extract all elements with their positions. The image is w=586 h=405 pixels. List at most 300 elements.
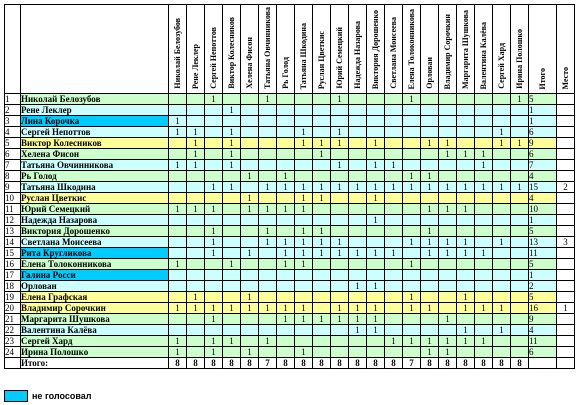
vote-cell: 1 xyxy=(403,182,421,193)
vote-cell: 1 xyxy=(223,138,241,149)
vote-cell xyxy=(313,127,331,138)
column-total: 8 xyxy=(241,358,259,369)
vote-cell: 1 xyxy=(277,171,295,182)
vote-cell: 1 xyxy=(457,336,475,347)
vote-cell: 1 xyxy=(349,325,367,336)
vote-cell: 1 xyxy=(295,347,313,358)
column-header xyxy=(223,5,241,94)
vote-cell xyxy=(169,94,187,105)
vote-cell xyxy=(259,116,277,127)
vote-cell: 1 xyxy=(259,303,277,314)
vote-cell xyxy=(493,193,511,204)
vote-cell xyxy=(313,160,331,171)
row-total: 1 xyxy=(529,215,557,226)
row-number: 23 xyxy=(5,336,21,347)
row-place xyxy=(557,204,575,215)
vote-cell xyxy=(511,226,529,237)
vote-cell xyxy=(187,314,205,325)
vote-cell xyxy=(493,149,511,160)
vote-cell: 1 xyxy=(349,314,367,325)
row-place xyxy=(557,259,575,270)
column-header xyxy=(421,5,439,94)
vote-cell xyxy=(349,105,367,116)
vote-cell xyxy=(367,116,385,127)
participant-name: Рь Голод xyxy=(21,171,169,182)
vote-cell xyxy=(295,281,313,292)
vote-cell xyxy=(439,215,457,226)
vote-cell xyxy=(385,171,403,182)
vote-cell xyxy=(259,215,277,226)
participant-name: Сергей Хард xyxy=(21,336,169,347)
row-number: 9 xyxy=(5,182,21,193)
vote-cell: 1 xyxy=(475,303,493,314)
row-total: 6 xyxy=(529,149,557,160)
vote-cell: 1 xyxy=(277,248,295,259)
vote-cell xyxy=(349,347,367,358)
vote-cell: 1 xyxy=(259,336,277,347)
vote-cell xyxy=(169,182,187,193)
vote-cell xyxy=(511,204,529,215)
column-header xyxy=(331,5,349,94)
vote-cell xyxy=(475,94,493,105)
vote-cell xyxy=(457,281,475,292)
row-number: 10 xyxy=(5,193,21,204)
row-number: 22 xyxy=(5,325,21,336)
vote-cell: 1 xyxy=(493,182,511,193)
vote-cell: 1 xyxy=(475,160,493,171)
vote-cell: 1 xyxy=(187,138,205,149)
vote-cell: 1 xyxy=(421,226,439,237)
table-row xyxy=(5,292,575,303)
vote-cell xyxy=(223,325,241,336)
vote-cell xyxy=(187,193,205,204)
vote-cell xyxy=(439,94,457,105)
participant-name: Маргарита Шушкова xyxy=(21,314,169,325)
column-total: 8 xyxy=(475,358,493,369)
vote-cell: 1 xyxy=(205,94,223,105)
vote-cell xyxy=(403,347,421,358)
vote-cell: 1 xyxy=(241,303,259,314)
vote-cell xyxy=(367,226,385,237)
vote-cell xyxy=(349,259,367,270)
vote-cell xyxy=(331,116,349,127)
vote-cell xyxy=(313,347,331,358)
participant-name: Татьяна Овчинникова xyxy=(21,160,169,171)
vote-cell xyxy=(457,259,475,270)
vote-cell: 1 xyxy=(457,248,475,259)
vote-cell xyxy=(421,325,439,336)
participant-name: Елена Толоконникова xyxy=(21,259,169,270)
vote-cell xyxy=(205,292,223,303)
vote-cell xyxy=(385,281,403,292)
vote-cell xyxy=(187,226,205,237)
vote-cell xyxy=(259,314,277,325)
vote-cell xyxy=(313,116,331,127)
vote-cell xyxy=(403,193,421,204)
vote-cell xyxy=(457,347,475,358)
row-place xyxy=(557,171,575,182)
vote-cell xyxy=(313,215,331,226)
vote-cell xyxy=(385,226,403,237)
vote-cell xyxy=(457,171,475,182)
vote-cell: 1 xyxy=(403,259,421,270)
vote-cell xyxy=(367,259,385,270)
column-header xyxy=(349,5,367,94)
table-row xyxy=(5,270,575,281)
vote-cell xyxy=(475,292,493,303)
vote-cell: 1 xyxy=(169,336,187,347)
vote-cell: 1 xyxy=(205,204,223,215)
vote-cell xyxy=(331,171,349,182)
row-total: 16 xyxy=(529,303,557,314)
vote-cell xyxy=(439,270,457,281)
column-total: 8 xyxy=(493,358,511,369)
vote-cell: 1 xyxy=(457,303,475,314)
vote-cell xyxy=(331,204,349,215)
vote-cell: 1 xyxy=(223,160,241,171)
vote-cell xyxy=(313,303,331,314)
vote-cell xyxy=(295,149,313,160)
vote-cell: 1 xyxy=(187,127,205,138)
vote-cell: 1 xyxy=(457,204,475,215)
vote-cell xyxy=(349,270,367,281)
vote-cell xyxy=(475,270,493,281)
vote-cell xyxy=(421,116,439,127)
column-header-label: Юрий Семецкий xyxy=(334,27,344,89)
vote-cell xyxy=(259,259,277,270)
vote-cell xyxy=(475,259,493,270)
participant-name: Галина Росси xyxy=(21,270,169,281)
table-row xyxy=(5,248,575,259)
vote-cell xyxy=(367,270,385,281)
vote-cell xyxy=(349,204,367,215)
vote-cell xyxy=(169,281,187,292)
column-total: 7 xyxy=(403,358,421,369)
vote-cell: 1 xyxy=(385,248,403,259)
vote-cell xyxy=(259,149,277,160)
vote-cell: 1 xyxy=(511,138,529,149)
vote-cell xyxy=(475,226,493,237)
vote-cell: 1 xyxy=(169,204,187,215)
vote-cell xyxy=(331,347,349,358)
total-header xyxy=(529,5,557,94)
vote-cell xyxy=(475,204,493,215)
vote-cell: 1 xyxy=(493,237,511,248)
vote-cell: 1 xyxy=(421,171,439,182)
vote-cell: 1 xyxy=(277,303,295,314)
vote-cell xyxy=(367,292,385,303)
vote-cell xyxy=(385,270,403,281)
vote-cell: 1 xyxy=(439,138,457,149)
vote-cell: 1 xyxy=(367,325,385,336)
vote-cell xyxy=(349,127,367,138)
vote-cell xyxy=(367,347,385,358)
vote-cell xyxy=(367,237,385,248)
participant-name: Лина Корочка xyxy=(21,116,169,127)
vote-cell: 1 xyxy=(313,248,331,259)
vote-cell xyxy=(511,259,529,270)
vote-cell xyxy=(457,215,475,226)
vote-cell: 1 xyxy=(259,204,277,215)
vote-cell xyxy=(277,270,295,281)
vote-cell xyxy=(295,270,313,281)
vote-cell: 1 xyxy=(331,182,349,193)
vote-cell xyxy=(475,171,493,182)
vote-cell xyxy=(367,94,385,105)
column-header xyxy=(403,5,421,94)
vote-cell xyxy=(385,204,403,215)
vote-cell xyxy=(403,215,421,226)
vote-cell xyxy=(223,215,241,226)
participant-name: Ирина Полошко xyxy=(21,347,169,358)
vote-cell xyxy=(493,259,511,270)
participant-name: Светлана Моисеева xyxy=(21,237,169,248)
vote-cell xyxy=(331,259,349,270)
participant-name: Валентина Калёва xyxy=(21,325,169,336)
row-number: 12 xyxy=(5,215,21,226)
table-row xyxy=(5,127,575,138)
vote-cell xyxy=(511,116,529,127)
column-total: 7 xyxy=(259,358,277,369)
column-header xyxy=(439,5,457,94)
vote-cell xyxy=(313,325,331,336)
vote-cell xyxy=(223,94,241,105)
vote-cell xyxy=(349,160,367,171)
vote-cell: 1 xyxy=(169,116,187,127)
vote-cell xyxy=(313,292,331,303)
row-number: 11 xyxy=(5,204,21,215)
vote-cell xyxy=(367,171,385,182)
table-row xyxy=(5,171,575,182)
vote-cell xyxy=(241,127,259,138)
column-total: 8 xyxy=(385,358,403,369)
row-total: 1 xyxy=(529,105,557,116)
vote-cell: 1 xyxy=(439,347,457,358)
vote-cell: 1 xyxy=(241,193,259,204)
vote-cell xyxy=(187,270,205,281)
vote-cell: 1 xyxy=(187,204,205,215)
table-row xyxy=(5,215,575,226)
vote-cell xyxy=(277,281,295,292)
column-header xyxy=(205,5,223,94)
vote-cell: 1 xyxy=(457,237,475,248)
column-total: 8 xyxy=(511,358,529,369)
row-total: 9 xyxy=(529,314,557,325)
vote-cell xyxy=(385,105,403,116)
vote-cell: 1 xyxy=(241,171,259,182)
vote-cell: 1 xyxy=(277,182,295,193)
vote-cell xyxy=(349,149,367,160)
vote-cell: 1 xyxy=(187,303,205,314)
vote-cell xyxy=(277,105,295,116)
vote-cell xyxy=(169,149,187,160)
vote-cell xyxy=(331,270,349,281)
vote-cell xyxy=(205,171,223,182)
vote-cell: 1 xyxy=(349,303,367,314)
row-number: 2 xyxy=(5,105,21,116)
vote-cell: 1 xyxy=(457,292,475,303)
column-header-label: Виктор Колесников xyxy=(226,17,236,89)
row-number: 5 xyxy=(5,138,21,149)
vote-cell: 1 xyxy=(331,303,349,314)
vote-cell xyxy=(331,149,349,160)
row-place xyxy=(557,336,575,347)
vote-cell xyxy=(421,314,439,325)
row-place xyxy=(557,281,575,292)
vote-cell xyxy=(169,248,187,259)
not-voted-swatch xyxy=(4,390,28,402)
column-header-label: Валентина Калёва xyxy=(478,21,488,89)
row-place xyxy=(557,105,575,116)
row-place: 2 xyxy=(557,182,575,193)
vote-cell xyxy=(475,237,493,248)
vote-cell xyxy=(367,105,385,116)
place-header xyxy=(557,5,575,94)
column-header xyxy=(385,5,403,94)
vote-cell xyxy=(259,281,277,292)
vote-cell xyxy=(403,226,421,237)
vote-cell xyxy=(421,215,439,226)
vote-cell: 1 xyxy=(421,182,439,193)
footer-row xyxy=(5,358,575,369)
vote-cell xyxy=(493,281,511,292)
vote-cell xyxy=(259,138,277,149)
vote-cell xyxy=(385,292,403,303)
vote-cell: 1 xyxy=(259,94,277,105)
vote-cell: 1 xyxy=(223,105,241,116)
vote-cell: 1 xyxy=(295,314,313,325)
vote-cell: 1 xyxy=(421,204,439,215)
vote-cell xyxy=(277,336,295,347)
vote-cell xyxy=(277,160,295,171)
column-header xyxy=(241,5,259,94)
vote-cell: 1 xyxy=(205,314,223,325)
vote-cell: 1 xyxy=(331,94,349,105)
vote-cell xyxy=(421,149,439,160)
vote-cell xyxy=(511,270,529,281)
vote-cell xyxy=(259,193,277,204)
participant-name: Елена Графская xyxy=(21,292,169,303)
vote-cell xyxy=(169,314,187,325)
table-row xyxy=(5,303,575,314)
vote-cell xyxy=(205,270,223,281)
vote-cell: 1 xyxy=(277,259,295,270)
vote-cell: 1 xyxy=(403,171,421,182)
column-header xyxy=(367,5,385,94)
vote-cell: 1 xyxy=(367,182,385,193)
vote-cell xyxy=(331,325,349,336)
vote-cell: 1 xyxy=(295,237,313,248)
row-total: 15 xyxy=(529,182,557,193)
row-total: 1 xyxy=(529,116,557,127)
vote-cell: 1 xyxy=(331,248,349,259)
column-header-label: Светлана Моисеева xyxy=(388,17,398,89)
vote-cell xyxy=(475,116,493,127)
vote-cell xyxy=(475,281,493,292)
vote-cell xyxy=(367,149,385,160)
vote-cell xyxy=(403,204,421,215)
row-number: 21 xyxy=(5,314,21,325)
vote-cell: 1 xyxy=(511,182,529,193)
vote-cell xyxy=(169,325,187,336)
vote-cell xyxy=(403,149,421,160)
vote-cell xyxy=(313,94,331,105)
vote-cell: 1 xyxy=(403,94,421,105)
vote-cell xyxy=(385,138,403,149)
row-total: 6 xyxy=(529,127,557,138)
row-place xyxy=(557,270,575,281)
vote-cell xyxy=(169,226,187,237)
vote-cell xyxy=(205,215,223,226)
vote-cell xyxy=(385,259,403,270)
vote-cell: 1 xyxy=(421,303,439,314)
column-total: 8 xyxy=(205,358,223,369)
vote-cell xyxy=(169,193,187,204)
vote-cell: 1 xyxy=(493,325,511,336)
column-header-label: Виктория Дорошенко xyxy=(370,9,380,89)
table-row xyxy=(5,105,575,116)
legend xyxy=(4,390,91,402)
vote-cell: 1 xyxy=(511,94,529,105)
vote-cell xyxy=(205,281,223,292)
table-row xyxy=(5,347,575,358)
vote-cell xyxy=(223,237,241,248)
vote-cell: 1 xyxy=(259,226,277,237)
vote-cell xyxy=(349,193,367,204)
vote-cell xyxy=(313,336,331,347)
vote-cell xyxy=(295,105,313,116)
vote-cell: 1 xyxy=(385,160,403,171)
vote-cell xyxy=(493,270,511,281)
row-number: 20 xyxy=(5,303,21,314)
vote-cell xyxy=(187,259,205,270)
participant-name: Николай Белозубов xyxy=(21,94,169,105)
column-header-label: Хелена Фисон xyxy=(244,37,254,89)
vote-cell xyxy=(439,127,457,138)
vote-cell xyxy=(475,193,493,204)
vote-cell xyxy=(277,215,295,226)
vote-cell xyxy=(295,292,313,303)
row-number: 1 xyxy=(5,94,21,105)
vote-cell xyxy=(439,105,457,116)
vote-cell xyxy=(241,281,259,292)
vote-cell xyxy=(475,105,493,116)
vote-cell xyxy=(295,116,313,127)
table-row xyxy=(5,237,575,248)
vote-cell: 1 xyxy=(367,281,385,292)
vote-cell xyxy=(511,336,529,347)
vote-cell: 1 xyxy=(421,248,439,259)
vote-cell xyxy=(259,292,277,303)
column-header-label: Елена Толоконникова xyxy=(406,8,416,89)
vote-cell: 1 xyxy=(439,204,457,215)
vote-cell xyxy=(511,171,529,182)
vote-cell xyxy=(187,248,205,259)
row-place: 1 xyxy=(557,303,575,314)
column-header xyxy=(313,5,331,94)
vote-cell xyxy=(511,303,529,314)
vote-cell xyxy=(223,347,241,358)
vote-cell xyxy=(331,215,349,226)
vote-cell: 1 xyxy=(385,336,403,347)
vote-cell xyxy=(331,105,349,116)
table-row xyxy=(5,226,575,237)
vote-cell xyxy=(223,281,241,292)
vote-cell xyxy=(241,105,259,116)
vote-cell xyxy=(511,314,529,325)
vote-cell xyxy=(205,325,223,336)
row-number: 19 xyxy=(5,292,21,303)
